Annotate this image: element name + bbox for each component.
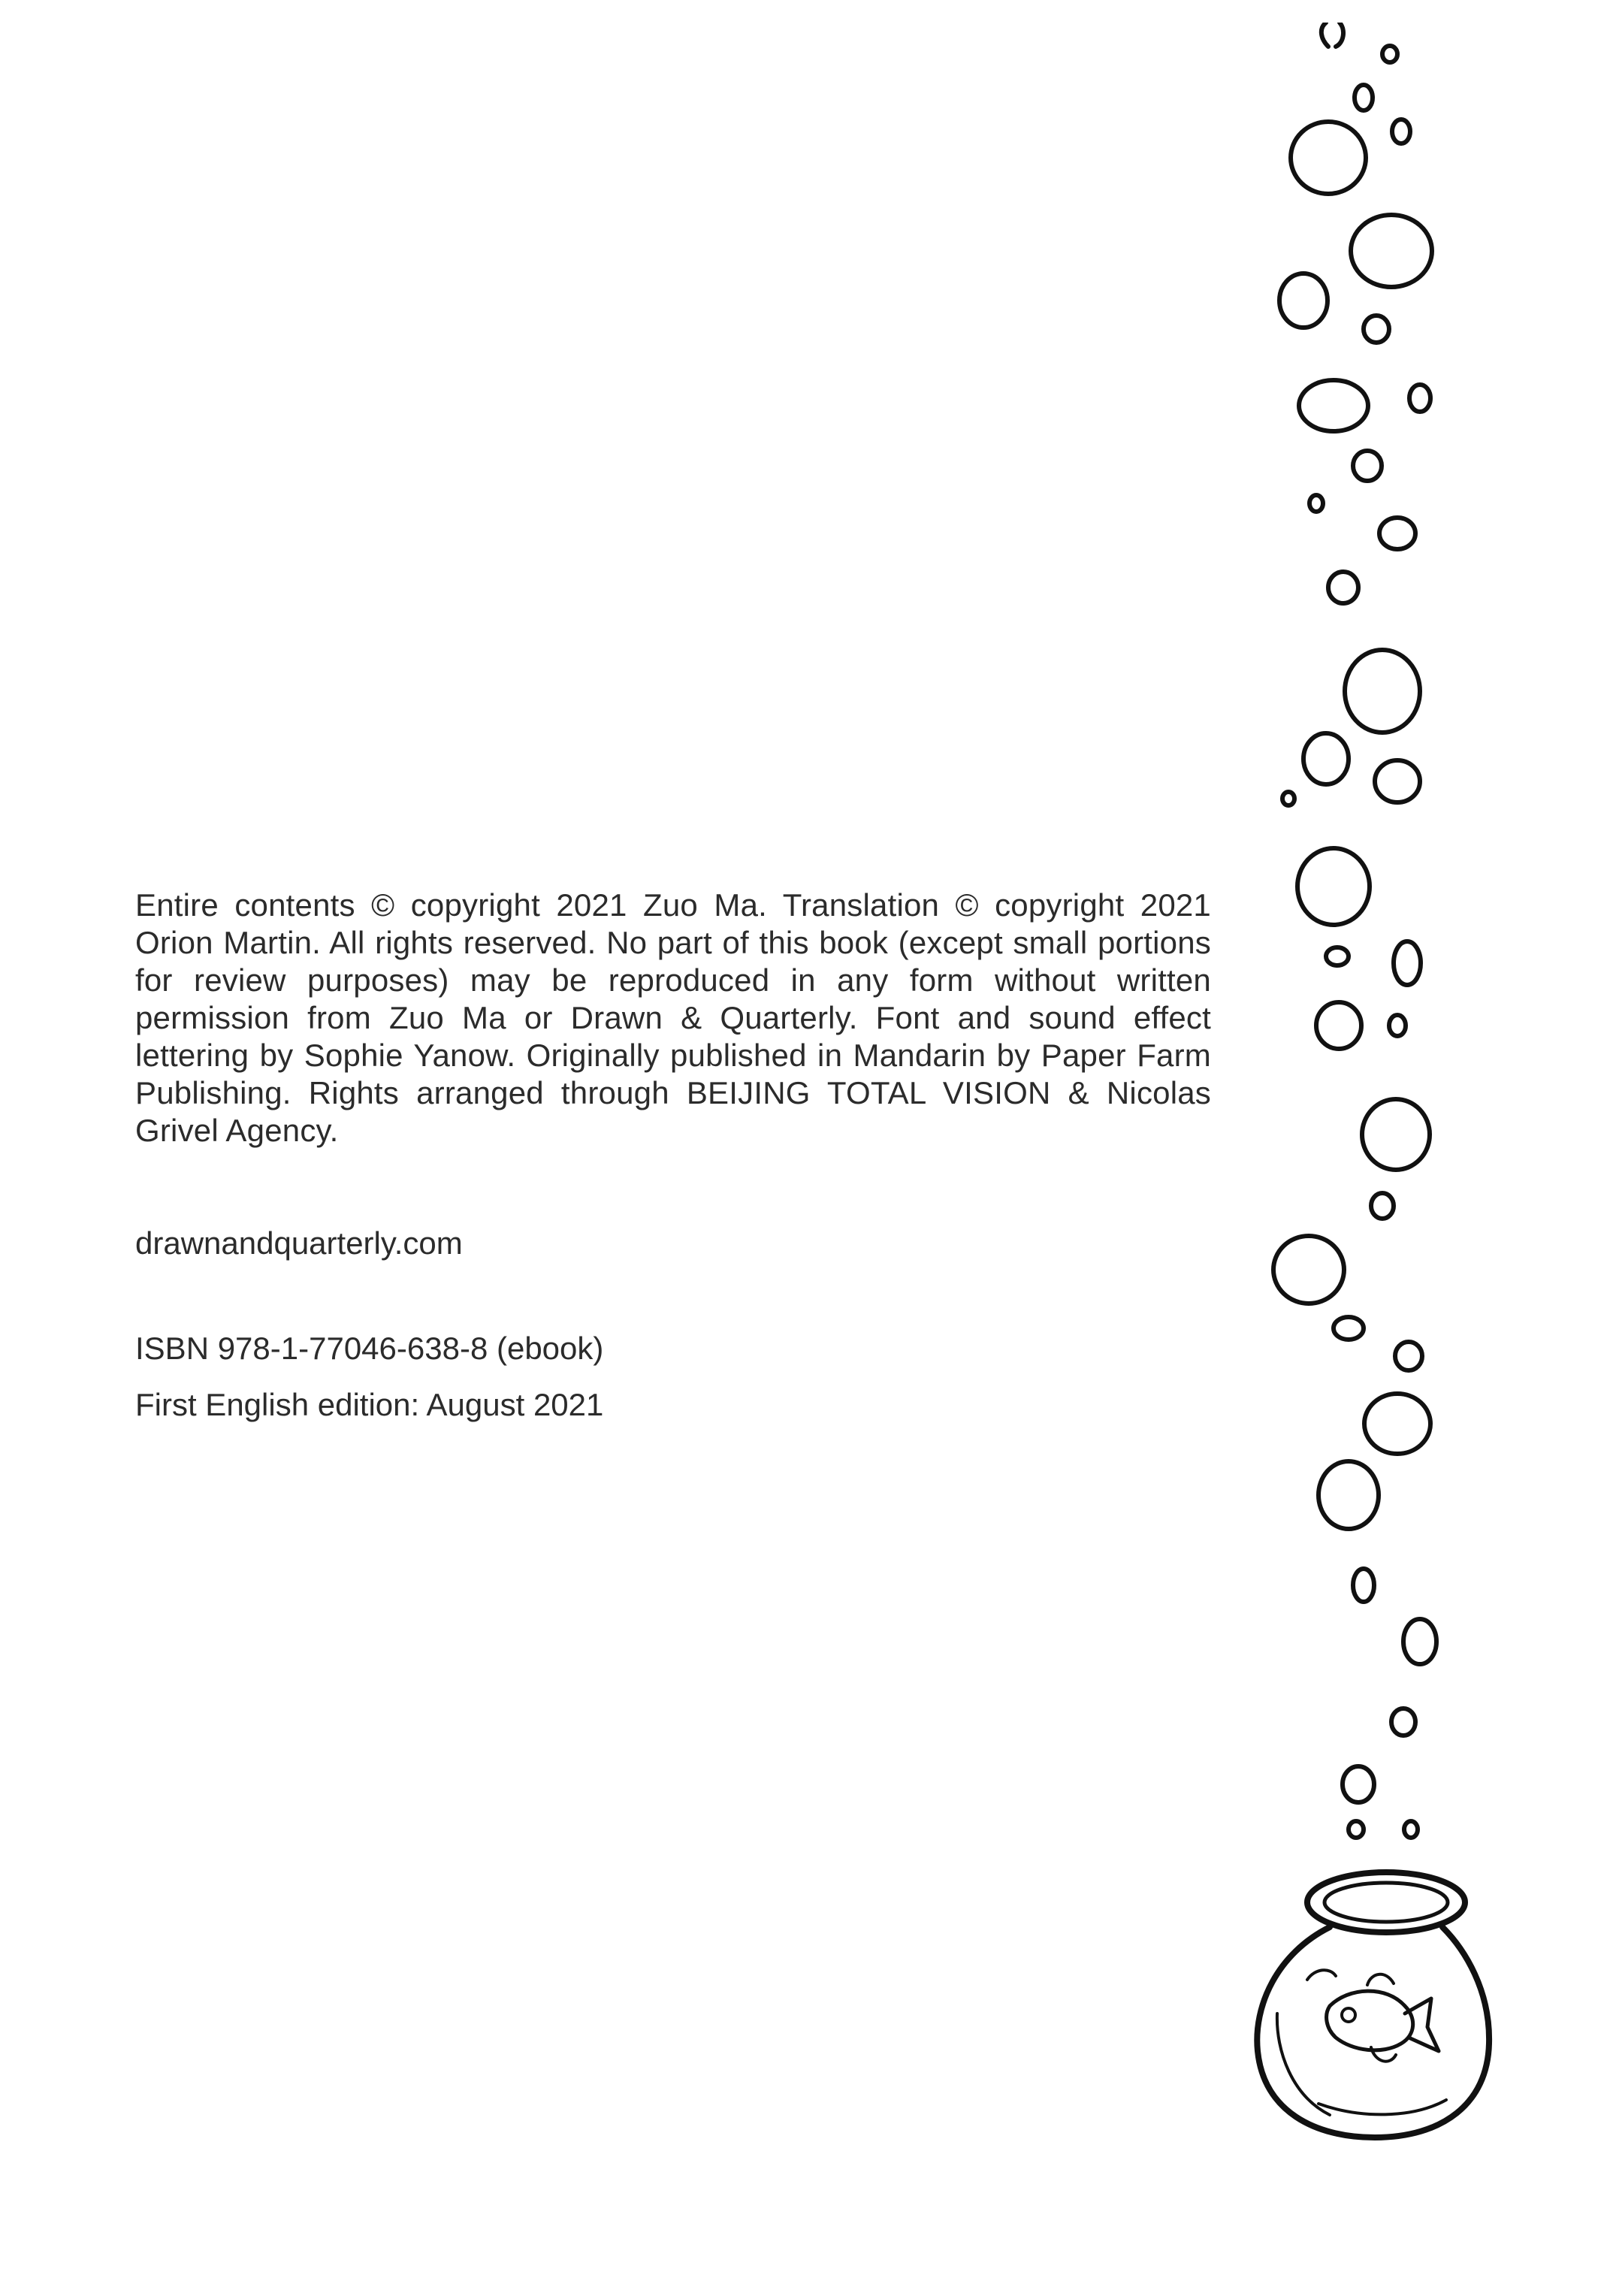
isbn-line: ISBN 978-1-77046-638-8 (ebook) [135,1331,604,1366]
publisher-website: drawnandquarterly.com [135,1225,463,1261]
fishbowl-with-bubbles-icon [1247,23,1495,2141]
copyright-notice: Entire contents © copyright 2021 Zuo Ma. Translation © copyright 2021 Orion Martin. All rights reserved. No part of this book (except small portions for review purposes) may be reproduced in any form without written permission from Zuo Ma or Drawn & Quarterly. Font and sound effect lettering by Sophie Yanow. Originally published in Mandarin by Paper Farm Publishing. Rights arranged through BEIJING TOTAL VISION & Nicolas Grivel Agency. [135,887,1211,1148]
edition-line: First English edition: August 2021 [135,1387,604,1422]
